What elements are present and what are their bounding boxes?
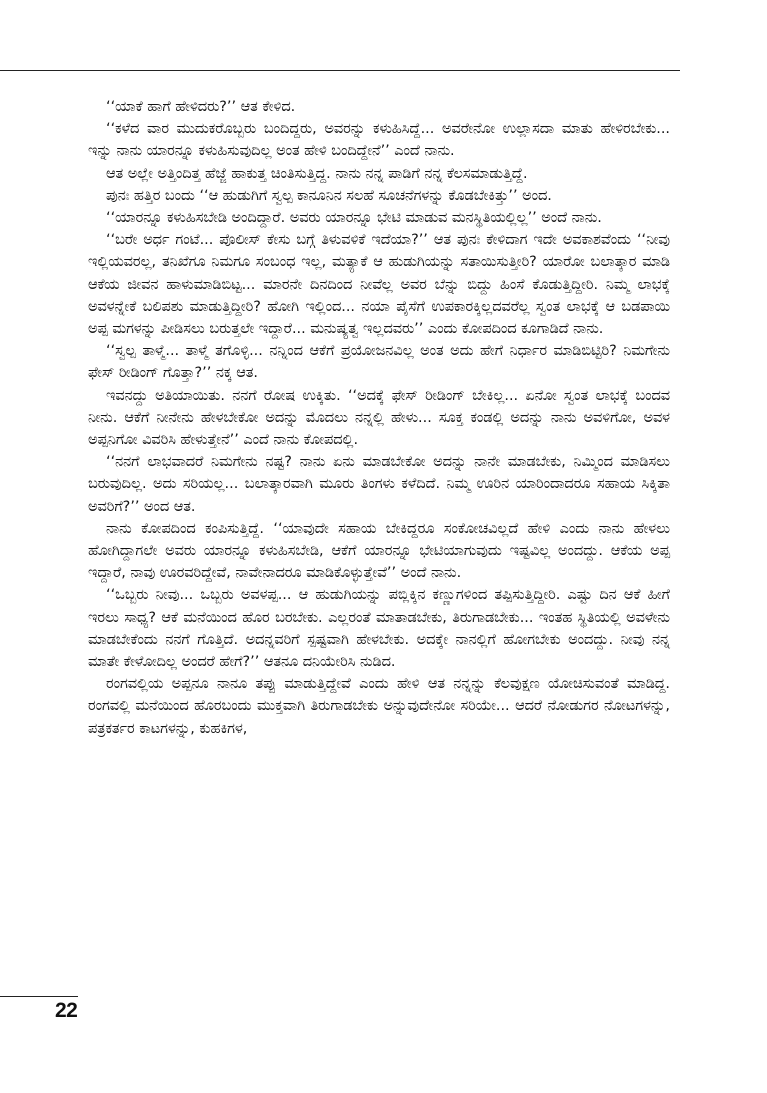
footer-rule [0, 996, 78, 997]
page-number: 22 [55, 999, 78, 1022]
paragraph: ‘‘ನನಗೆ ಲಾಭವಾದರೆ ನಿಮಗೇನು ನಷ್ಟ? ನಾನು ಏನು ಮಾಡಬೇಕೋ ಅದನ್ನು ನಾನೇ ಮಾಡಬೇಕು, ನಿಮ್ಮಿಂದ ಮಾಡಿಸಲು ಬರುವುದಿಲ್ಲ. ಅದು ಸರಿಯಲ್ಲ... ಬಲಾತ್ಕಾರವಾಗಿ ಮೂರು ತಿಂಗಳು ಕಳೆದಿದೆ. ನಿಮ್ಮ ಊರಿನ ಯಾರಿಂದಾದರೂ ಸಹಾಯ ಸಿಕ್ಕಿತಾ ಅವರಿಗೆ?’’ ಅಂದ ಆತ. [88, 454, 670, 515]
paragraph: ‘‘ಯಾರನ್ನೂ ಕಳುಹಿಸಬೇಡಿ ಅಂದಿದ್ದಾರೆ. ಅವರು ಯಾರನ್ನೂ ಭೇಟಿ ಮಾಡುವ ಮನಸ್ಥಿತಿಯಲ್ಲಿಲ್ಲ’’ ಅಂದೆ ನಾನು. [106, 210, 602, 227]
paragraph: ‘‘ಸ್ವಲ್ಪ ತಾಳ್ಮೆ... ತಾಳ್ಮೆ ತಗೊಳ್ಳಿ... ನನ್ನಿಂದ ಆಕೆಗೆ ಪ್ರಯೋಜನವಿಲ್ಲ ಅಂತ ಅದು ಹೇಗೆ ನಿರ್ಧಾರ ಮಾಡಿಬಿಟ್ಟಿರಿ? ನಿಮಗೇನು ಫೇಸ್ ರೀಡಿಂಗ್ ಗೊತ್ತಾ?’’ ನಕ್ಕ ಆತ. [88, 343, 670, 382]
page-body [88, 96, 670, 740]
paragraph: ‘‘ಬರೇ ಅರ್ಧ ಗಂಟೆ... ಪೊಲೀಸ್ ಕೇಸು ಬಗ್ಗೆ ತಿಳುವಳಿಕೆ ಇದೆಯಾ?’’ ಆತ ಪುನಃ ಕೇಳಿದಾಗ ಇದೇ ಅವಕಾಶವೆಂದು ‘‘ನೀವು ಇಲ್ಲಿಯವರಲ್ಲ, ತನಿಖೆಗೂ ನಿಮಗೂ ಸಂಬಂಧ ಇಲ್ಲ, ಮತ್ಯಾಕೆ ಆ ಹುಡುಗಿಯನ್ನು ಸತಾಯಿಸುತ್ತೀರಿ? ಯಾರೋ ಬಲಾತ್ಕಾರ ಮಾಡಿ ಆಕೆಯ ಜೀವನ ಹಾಳುಮಾಡಿಬಿಟ್ಟ... ಮಾರನೇ ದಿನದಿಂದ ನೀವೆಲ್ಲ ಅವರ ಬೆನ್ನು ಬಿದ್ದು ಹಿಂಸೆ ಕೊಡುತ್ತಿದ್ದೀರಿ. ನಿಮ್ಮ ಲಾಭಕ್ಕೆ ಅವಳನ್ನೇಕೆ ಬಲಿಪಶು ಮಾಡುತ್ತಿದ್ದೀರಿ? ಹೋಗಿ ಇಲ್ಲಿಂದ... ನಯಾ ಪೈಸೆಗೆ ಉಪಕಾರಕ್ಕಿಲ್ಲದವರೆಲ್ಲ ಸ್ವಂತ ಲಾಭಕ್ಕೆ ಆ ಬಡಪಾಯಿ ಅಪ್ಪ ಮಗಳನ್ನು ಪೀಡಿಸಲು ಬರುತ್ತಲೇ ಇದ್ದಾರೆ... ಮನುಷ್ಯತ್ವ ಇಲ್ಲದವರು’’ ಎಂದು ಕೋಪದಿಂದ ಕೂಗಾಡಿದೆ ನಾನು. [88, 232, 670, 338]
paragraph: ಆತ ಅಲ್ಲೇ ಅತ್ತಿಂದಿತ್ತ ಹೆಜ್ಜೆ ಹಾಕುತ್ತ ಚಿಂತಿಸುತ್ತಿದ್ದ. ನಾನು ನನ್ನ ಪಾಡಿಗೆ ನನ್ನ ಕೆಲಸಮಾಡುತ್ತಿದ್ದೆ. [106, 165, 528, 182]
paragraph: ಇವನದ್ದು ಅತಿಯಾಯಿತು. ನನಗೆ ರೋಷ ಉಕ್ಕಿತು. ‘‘ಅದಕ್ಕೆ ಫೇಸ್ ರೀಡಿಂಗ್ ಬೇಕಿಲ್ಲ... ಏನೋ ಸ್ವಂತ ಲಾಭಕ್ಕೆ ಬಂದವ ನೀನು. ಆಕೆಗೆ ನೀನೇನು ಹೇಳಬೇಕೋ ಅದನ್ನು ಮೊದಲು ನನ್ನಲ್ಲಿ ಹೇಳು... ಸೂಕ್ತ ಕಂಡಲ್ಲಿ ಅದನ್ನು ನಾನು ಅವಳಿಗೋ, ಅವಳ ಅಪ್ಪನಿಗೋ ವಿವರಿಸಿ ಹೇಳುತ್ತೇನೆ’’ ಎಂದೆ ನಾನು ಕೋಪದಲ್ಲಿ. [88, 387, 670, 449]
paragraph: ‘‘ಕಳೆದ ವಾರ ಮುದುಕರೊಬ್ಬರು ಬಂದಿದ್ದರು, ಅವರನ್ನು ಕಳುಹಿಸಿದ್ದೆ... ಅವರೇನೋ ಉಲ್ಲಾಸದಾ ಮಾತು ಹೇಳಿರಬೇಕು... ಇನ್ನು ನಾನು ಯಾರನ್ನೂ ಕಳುಹಿಸುವುದಿಲ್ಲ ಅಂತ ಹೇಳಿ ಬಂದಿದ್ದೇನೆ’’ ಎಂದೆ ನಾನು. [88, 121, 670, 160]
header-rule [0, 70, 680, 71]
paragraph: ‘‘ಯಾಕೆ ಹಾಗೆ ಹೇಳಿದರು?’’ ಆತ ಕೇಳಿದ. [106, 99, 296, 115]
paragraph: ‘‘ಒಬ್ಬರು ನೀವು... ಒಬ್ಬರು ಅವಳಪ್ಪ... ಆ ಹುಡುಗಿಯನ್ನು ಪಬ್ಲಿಕ್ಕಿನ ಕಣ್ಣುಗಳಿಂದ ತಪ್ಪಿಸುತ್ತಿದ್ದೀರಿ. ಎಷ್ಟು ದಿನ ಆಕೆ ಹೀಗೆ ಇರಲು ಸಾಧ್ಯ? ಆಕೆ ಮನೆಯಿಂದ ಹೊರ ಬರಬೇಕು. ಎಲ್ಲರಂತೆ ಮಾತಾಡಬೇಕು, ತಿರುಗಾಡಬೇಕು... ಇಂತಹ ಸ್ಥಿತಿಯಲ್ಲಿ ಅವಳೇನು ಮಾಡಬೇಕೆಂದು ನನಗೆ ಗೊತ್ತಿದೆ. ಅದನ್ನವರಿಗೆ ಸ್ಪಷ್ಟವಾಗಿ ಹೇಳಬೇಕು. ಅದಕ್ಕೇ ನಾನಲ್ಲಿಗೆ ಹೋಗಬೇಕು ಅಂದದ್ದು. ನೀವು ನನ್ನ ಮಾತೇ ಕೇಳೋದಿಲ್ಲ ಅಂದರೆ ಹೇಗೆ?’’ ಆತನೂ ದನಿಯೇರಿಸಿ ನುಡಿದ. [88, 587, 670, 671]
paragraph: ರಂಗವಲ್ಲಿಯ ಅಪ್ಪನೂ ನಾನೂ ತಪ್ಪು ಮಾಡುತ್ತಿದ್ದೇವೆ ಎಂದು ಹೇಳಿ ಆತ ನನ್ನನ್ನು ಕೆಲವುಕ್ಷಣ ಯೋಚಿಸುವಂತೆ ಮಾಡಿದ್ದ. ರಂಗವಲ್ಲಿ ಮನೆಯಿಂದ ಹೊರಬಂದು ಮುಕ್ತವಾಗಿ ತಿರುಗಾಡಬೇಕು ಅನ್ನುವುದೇನೋ ಸರಿಯೇ... ಆದರೆ ನೋಡುಗರ ನೋಟಗಳನ್ನು, ಪತ್ರಕರ್ತರ ಕಾಟಗಳನ್ನು, ಕುಹಕಿಗಳ, [88, 676, 670, 737]
paragraph: ನಾನು ಕೋಪದಿಂದ ಕಂಪಿಸುತ್ತಿದ್ದೆ. ‘‘ಯಾವುದೇ ಸಹಾಯ ಬೇಕಿದ್ದರೂ ಸಂಕೋಚವಿಲ್ಲದೆ ಹೇಳಿ ಎಂದು ನಾನು ಹೇಳಲು ಹೋಗಿದ್ದಾಗಲೇ ಅವರು ಯಾರನ್ನೂ ಕಳುಹಿಸಬೇಡಿ, ಆಕೆಗೆ ಯಾರನ್ನೂ ಭೇಟಿಯಾಗುವುದು ಇಷ್ಟವಿಲ್ಲ ಅಂದದ್ದು. ಆಕೆಯ ಅಪ್ಪ ಇದ್ದಾರೆ, ನಾವು ಊರವರಿದ್ದೇವೆ, ನಾವೇನಾದರೂ ಮಾಡಿಕೊಳ್ಳುತ್ತೇವೆ’’ ಅಂದೆ ನಾನು. [88, 520, 670, 582]
paragraph: ಪುನಃ ಹತ್ತಿರ ಬಂದು ‘‘ಆ ಹುಡುಗಿಗೆ ಸ್ವಲ್ಪ ಕಾನೂನಿನ ಸಲಹೆ ಸೂಚನೆಗಳನ್ನು ಕೊಡಬೇಕಿತ್ತು’’ ಅಂದ. [106, 187, 552, 204]
